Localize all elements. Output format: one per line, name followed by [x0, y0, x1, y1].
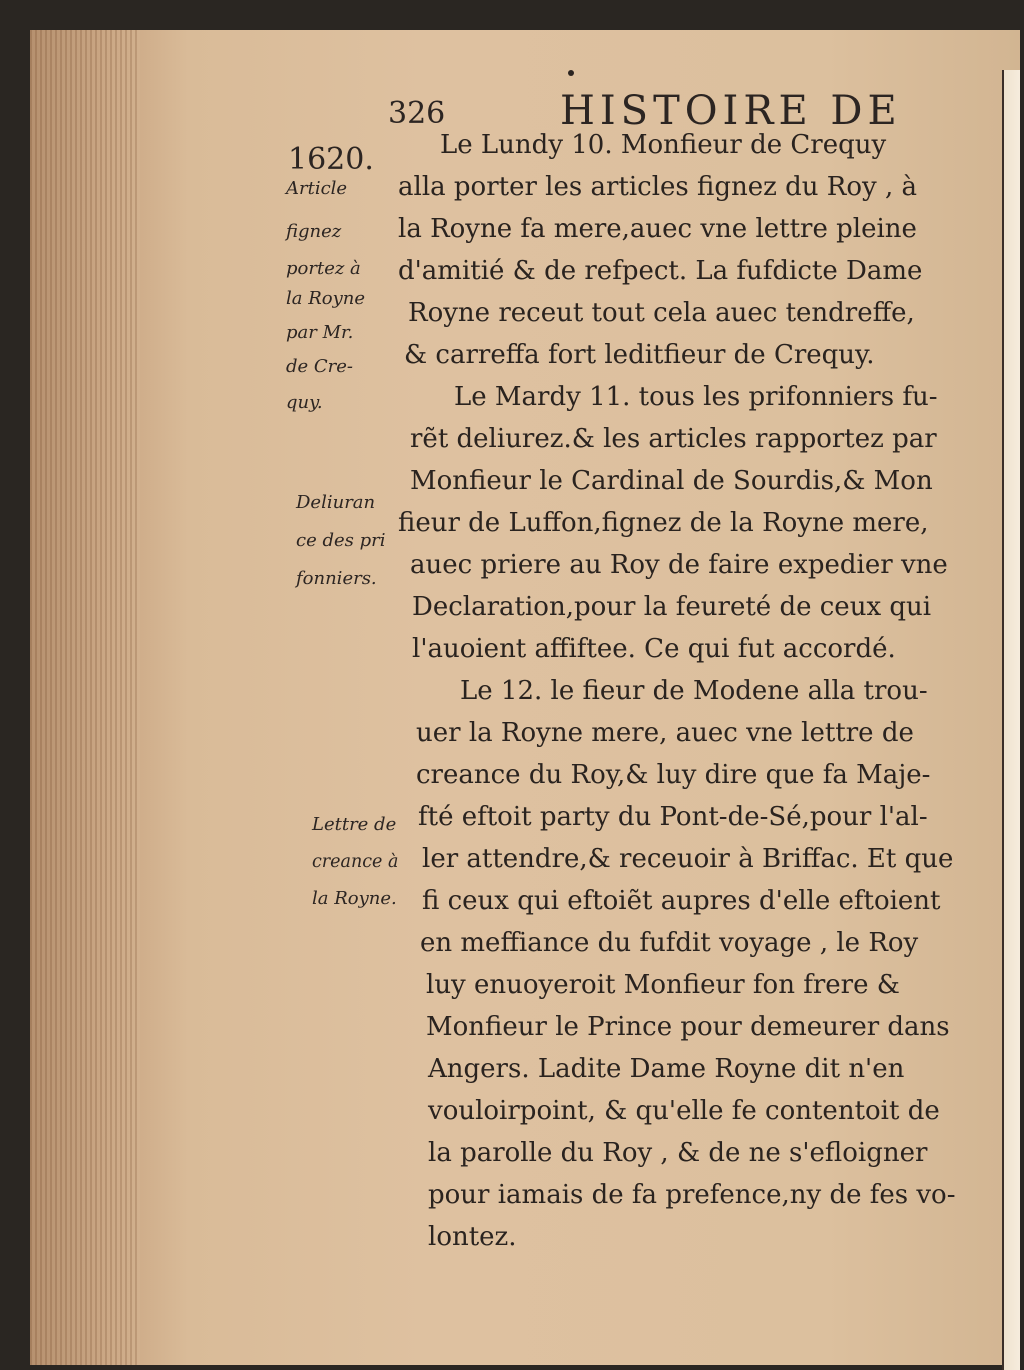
year-note: 1620.: [288, 142, 374, 177]
text-line: Le Lundy 10. Monfieur de Crequy: [440, 130, 887, 160]
text-line: Le 12. le fieur de Modene alla trou-: [460, 676, 928, 706]
text-line: uer la Royne mere, auec vne lettre de: [416, 718, 914, 748]
text-line: luy enuoyeroit Monfieur fon frere &: [426, 970, 900, 1000]
ink-dot: [568, 70, 574, 76]
text-line: ler attendre,& receuoir à Briffac. Et que: [422, 844, 954, 874]
text-line: creance du Roy,& luy dire que fa Maje-: [416, 760, 931, 790]
margin-note-line: Deliuran: [296, 492, 376, 513]
text-line: en meffiance du fufdit voyage , le Roy: [420, 928, 919, 958]
margin-note-line: de Cre-: [286, 356, 354, 377]
text-line: & carreffa fort leditfieur de Crequy.: [404, 340, 875, 370]
page-number: 326: [388, 96, 446, 131]
next-page-sliver: [1002, 70, 1020, 1370]
text-line: rẽt deliurez.& les articles rapportez par: [410, 424, 937, 454]
text-line: l'auoient affiftee. Ce qui fut accordé.: [412, 634, 896, 664]
margin-note-line: fonniers.: [296, 568, 377, 589]
margin-note-line: la Royne.: [312, 888, 397, 909]
page-header: [0, 86, 1024, 136]
text-line: Royne receut tout cela auec tendreffe,: [408, 298, 915, 328]
text-line: fté eftoit party du Pont-de-Sé,pour l'al-: [418, 802, 928, 832]
margin-note-line: fignez: [286, 221, 342, 242]
margin-note-line: par Mr.: [286, 322, 354, 343]
text-line: auec priere au Roy de faire expedier vne: [410, 550, 948, 580]
text-line: pour iamais de fa prefence,ny de fes vo-: [428, 1180, 956, 1210]
text-line: fi ceux qui eftoiẽt aupres d'elle eftoient: [422, 886, 941, 916]
margin-note-line: creance à: [312, 852, 399, 872]
text-line: Angers. Ladite Dame Royne dit n'en: [428, 1054, 905, 1084]
margin-note-line: quy.: [286, 392, 323, 413]
text-line: d'amitié & de refpect. La fufdicte Dame: [398, 256, 923, 286]
text-line: lontez.: [428, 1222, 517, 1252]
page-edge-shadow: [30, 30, 140, 1365]
margin-note-line: Article: [286, 178, 348, 199]
running-title: HISTOIRE DE: [560, 88, 902, 134]
margin-note-line: Lettre de: [312, 814, 397, 835]
margin-note-line: la Royne: [286, 288, 366, 309]
text-line: Le Mardy 11. tous les prifonniers fu-: [454, 382, 938, 412]
text-line: alla porter les articles fignez du Roy , à: [398, 172, 917, 202]
margin-note-line: ce des pri: [296, 530, 386, 551]
text-line: la parolle du Roy , & de ne s'efloigner: [428, 1138, 928, 1168]
margin-note-line: portez à: [286, 258, 361, 279]
text-line: fieur de Luffon,fignez de la Royne mere,: [398, 508, 929, 538]
text-line: Monfieur le Cardinal de Sourdis,& Mon: [410, 466, 933, 496]
text-line: Declaration,pour la feureté de ceux qui: [412, 592, 932, 622]
text-line: vouloirpoint, & qu'elle fe contentoit de: [428, 1096, 940, 1126]
text-line: la Royne fa mere,auec vne lettre pleine: [398, 214, 917, 244]
text-line: Monfieur le Prince pour demeurer dans: [426, 1012, 950, 1042]
